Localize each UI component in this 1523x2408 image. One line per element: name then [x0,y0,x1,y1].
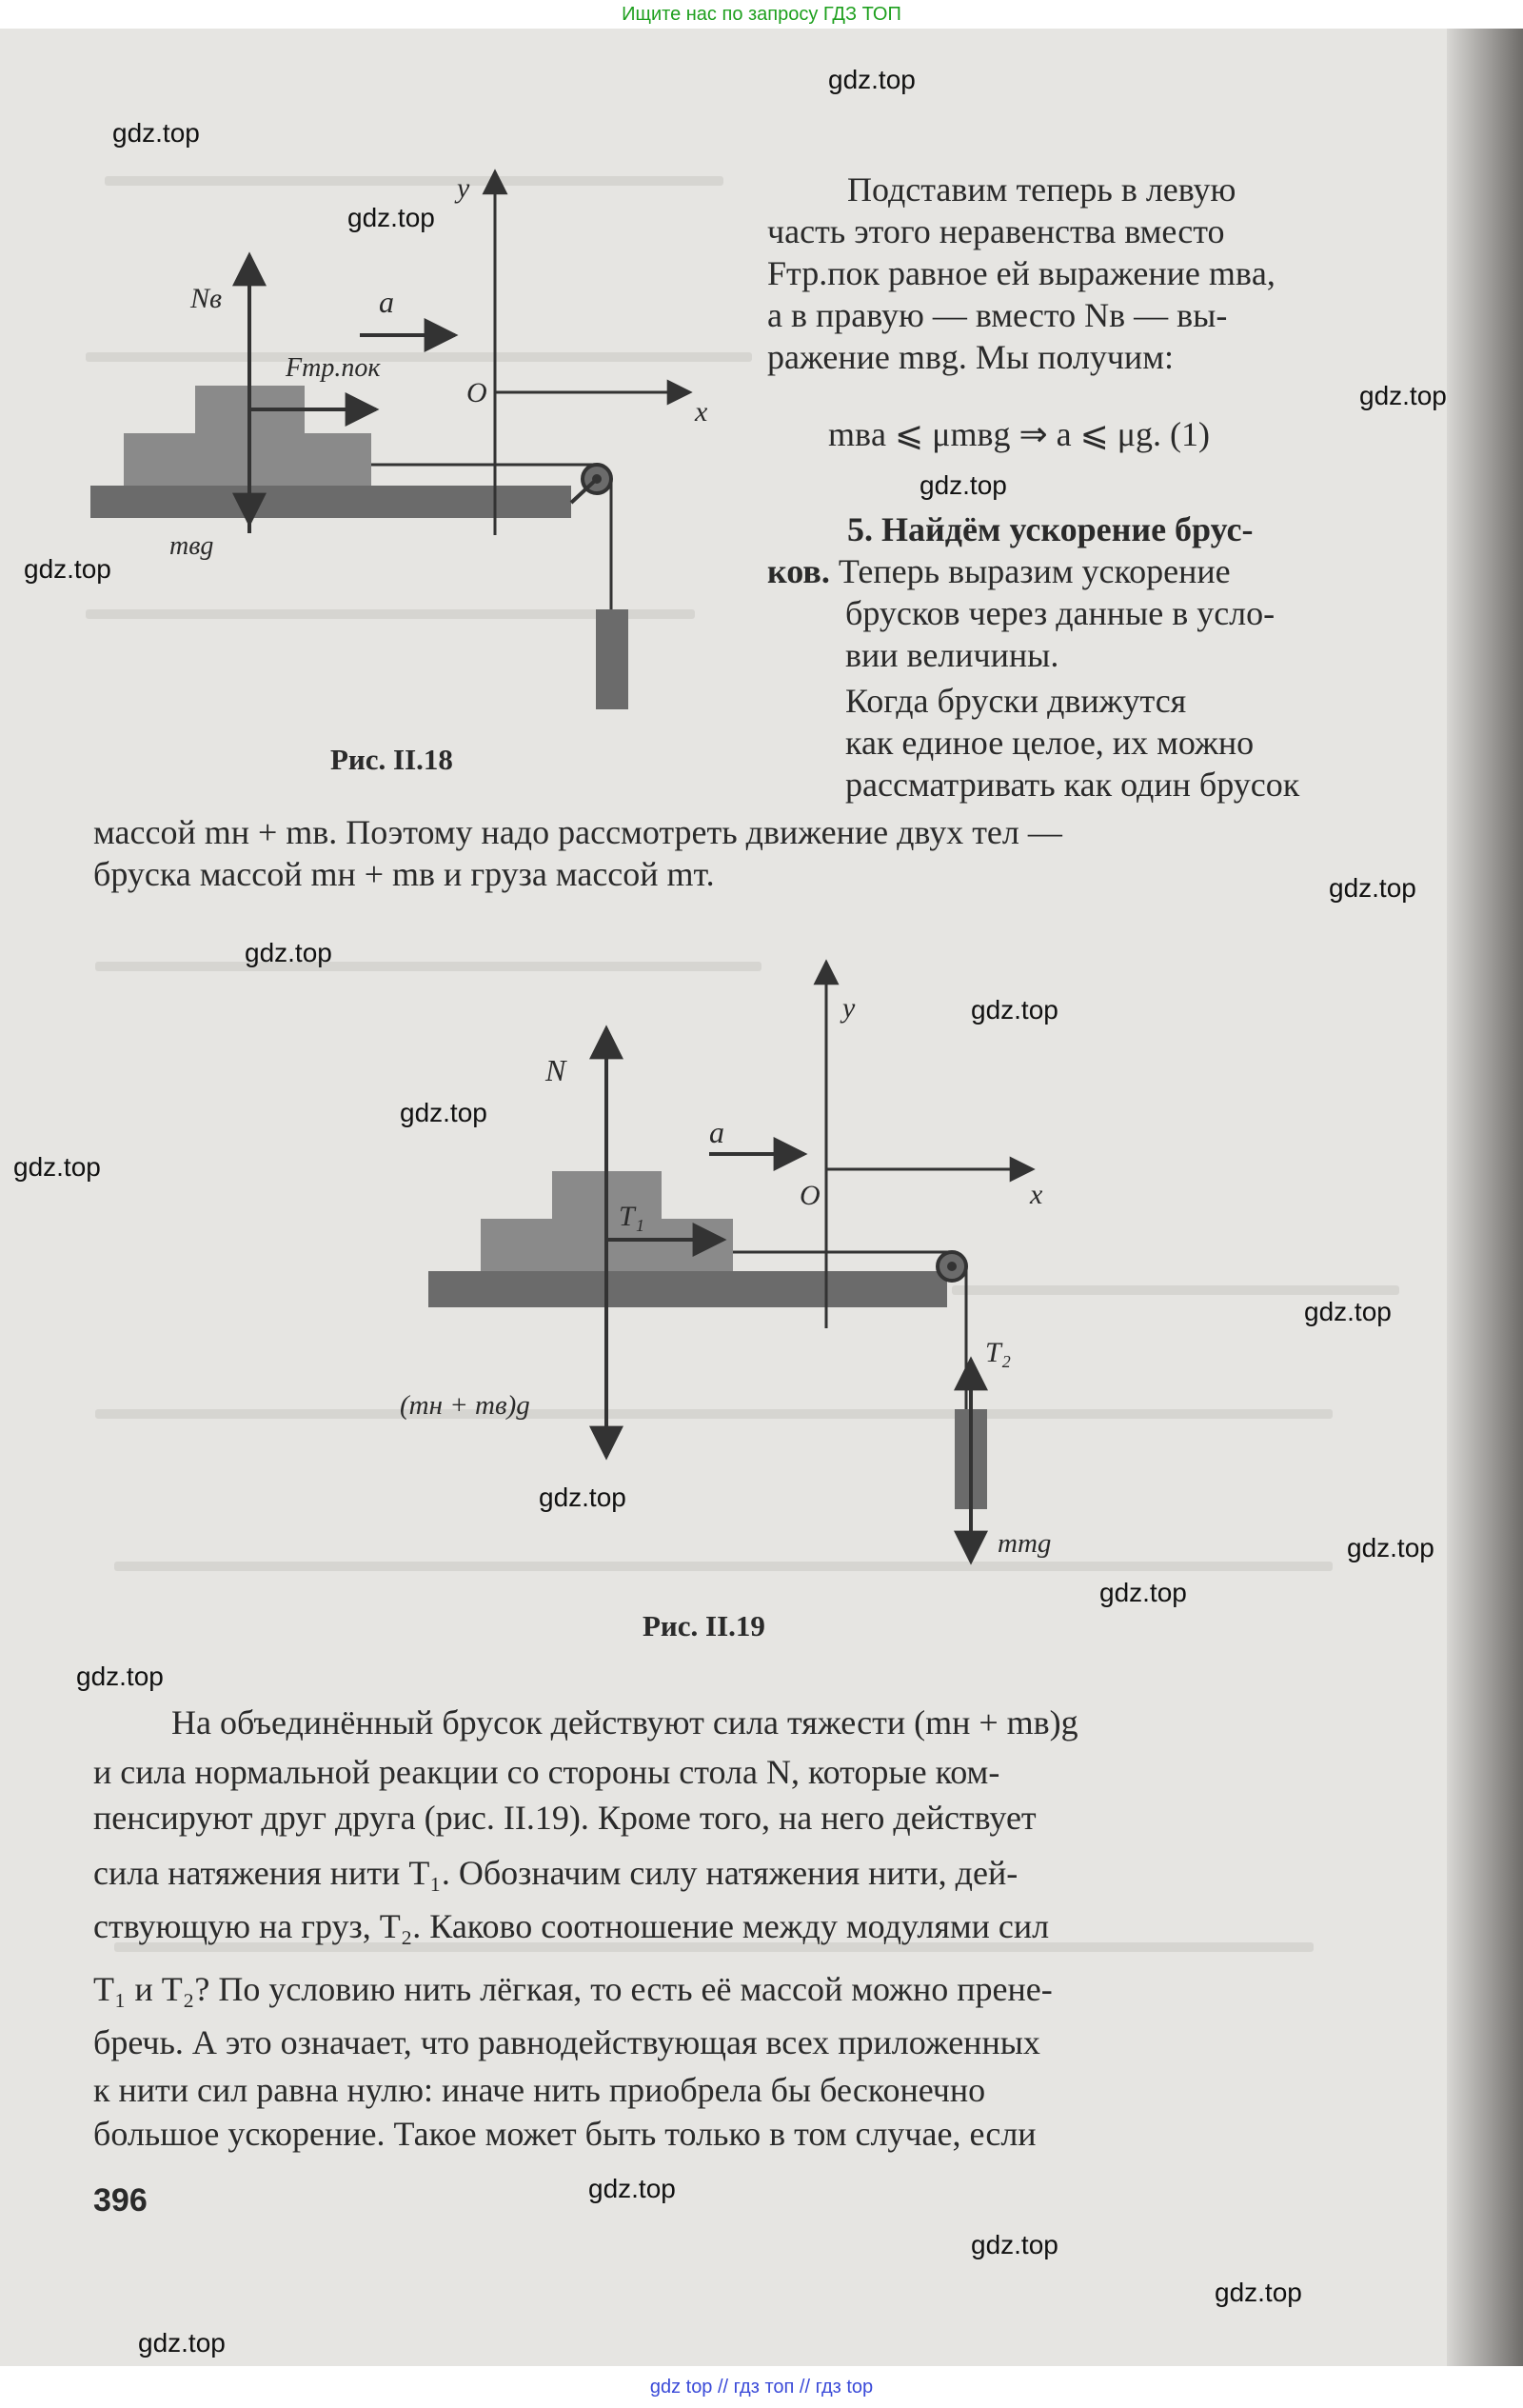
paragraph-line: бруска массой mн + mв и груза массой mт. [93,855,715,893]
paragraph-line: На объединённый брусок действуют сила тяжести (mн + mв)g [171,1703,1078,1741]
right-column-line: Подставим теперь в левую [847,170,1236,209]
section-heading: 5. Найдём ускорение брус- [847,510,1254,548]
label-accel: a [709,1115,724,1149]
label-axis-y: y [842,992,856,1024]
watermark: gdz.top [539,1483,626,1512]
right-column-line: брусков через данные в усло- [845,594,1276,632]
pulley-axle [947,1262,957,1271]
label-axis-x: x [1030,1179,1043,1210]
label-axis-x: x [695,396,708,428]
right-column-line: рассматривать как один брусок [845,766,1300,804]
label-t2: T₂ [985,1337,1012,1368]
bleed-through-line [952,1285,1399,1295]
paragraph-line: к нити сил равна нулю: иначе нить приобрела бы бесконечно [93,2071,986,2109]
right-column-line: часть этого неравенства вместо [767,212,1225,250]
top-banner[interactable]: Ищите нас по запросу ГДЗ ТОП [0,0,1523,29]
paragraph-line: бречь. А это означает, что равнодействующая всех приложенных [93,2023,1040,2061]
right-column-line: Когда бруски движутся [845,682,1187,720]
paragraph-line: пенсируют друг друга (рис. II.19). Кроме того, на него действует [93,1799,1037,1837]
page-number: 396 [93,2182,148,2219]
label-accel: a [379,285,394,319]
label-gravity: mвg [169,531,214,561]
section-heading-end: ков. [767,552,830,590]
hanging-load [596,609,628,709]
label-axis-y: y [457,172,470,204]
right-column-line: Fтр.пок равное ей выражение mвa, [767,254,1276,292]
watermark: gdz.top [245,938,332,967]
watermark: gdz.top [76,1662,164,1691]
right-column-line: вии величины. [845,636,1059,674]
label-friction: Fтр.пок [286,353,381,383]
watermark: gdz.top [347,203,435,232]
watermark: gdz.top [828,65,916,94]
paragraph-line: сила натяжения нити T₁. Обозначим силу натяжения нити, дей- [93,1854,1019,1892]
watermark: gdz.top [1304,1297,1392,1326]
label-origin: O [800,1180,821,1211]
label-normal-force: N [545,1053,566,1087]
watermark: gdz.top [1359,381,1447,410]
watermark: gdz.top [1215,2278,1302,2307]
paragraph-line: и сила нормальной реакции со стороны стола N, которые ком- [93,1753,1000,1791]
label-load-gravity: mтg [998,1528,1052,1559]
table [428,1271,947,1307]
watermark: gdz.top [400,1098,487,1127]
right-column-line [767,551,1231,591]
watermark: gdz.top [112,118,200,148]
figure-ii-19-caption: Рис. II.19 [643,1609,765,1642]
figure-ii-18-caption: Рис. II.18 [330,743,453,776]
label-block-gravity: (mн + mв)g [400,1390,530,1421]
watermark: gdz.top [971,995,1058,1025]
watermark: gdz.top [971,2230,1058,2259]
paragraph-line: большое ускорение. Такое может быть только в том случае, если [93,2115,1037,2153]
right-column-line: а в правую — вместо Nв — вы- [767,296,1228,334]
watermark: gdz.top [1329,873,1416,903]
label-origin: O [466,377,487,408]
paragraph-line: ствующую на груз, T₂. Каково соотношение между модулями сил [93,1907,1050,1945]
right-column-line: как единое целое, их можно [845,724,1255,762]
label-normal-force: Nв [190,283,223,314]
formula-1: mвa ⩽ μmвg ⇒ a ⩽ μg. (1) [828,415,1211,453]
table [90,486,571,518]
watermark: gdz.top [24,554,111,584]
watermark: gdz.top [588,2174,676,2203]
bottom-banner[interactable]: gdz top // гдз топ // гдз top [0,2366,1523,2408]
watermark: gdz.top [1099,1578,1187,1607]
watermark: gdz.top [138,2328,226,2358]
right-column-line: ражение mвg. Мы получим: [767,338,1174,376]
watermark: gdz.top [13,1152,101,1182]
watermark: gdz.top [920,470,1007,500]
paragraph-line: массой mн + mв. Поэтому надо рассмотреть движение двух тел — [93,813,1062,851]
watermark: gdz.top [1347,1533,1434,1562]
label-t1: T₁ [619,1201,645,1232]
right-column-line-rest: Теперь выразим ускорение [838,552,1231,590]
paragraph-line: T₁ и T₂? По условию нить лёгкая, то есть её массой можно прене- [93,1970,1053,2008]
page-edge-shadow [1447,29,1523,2366]
